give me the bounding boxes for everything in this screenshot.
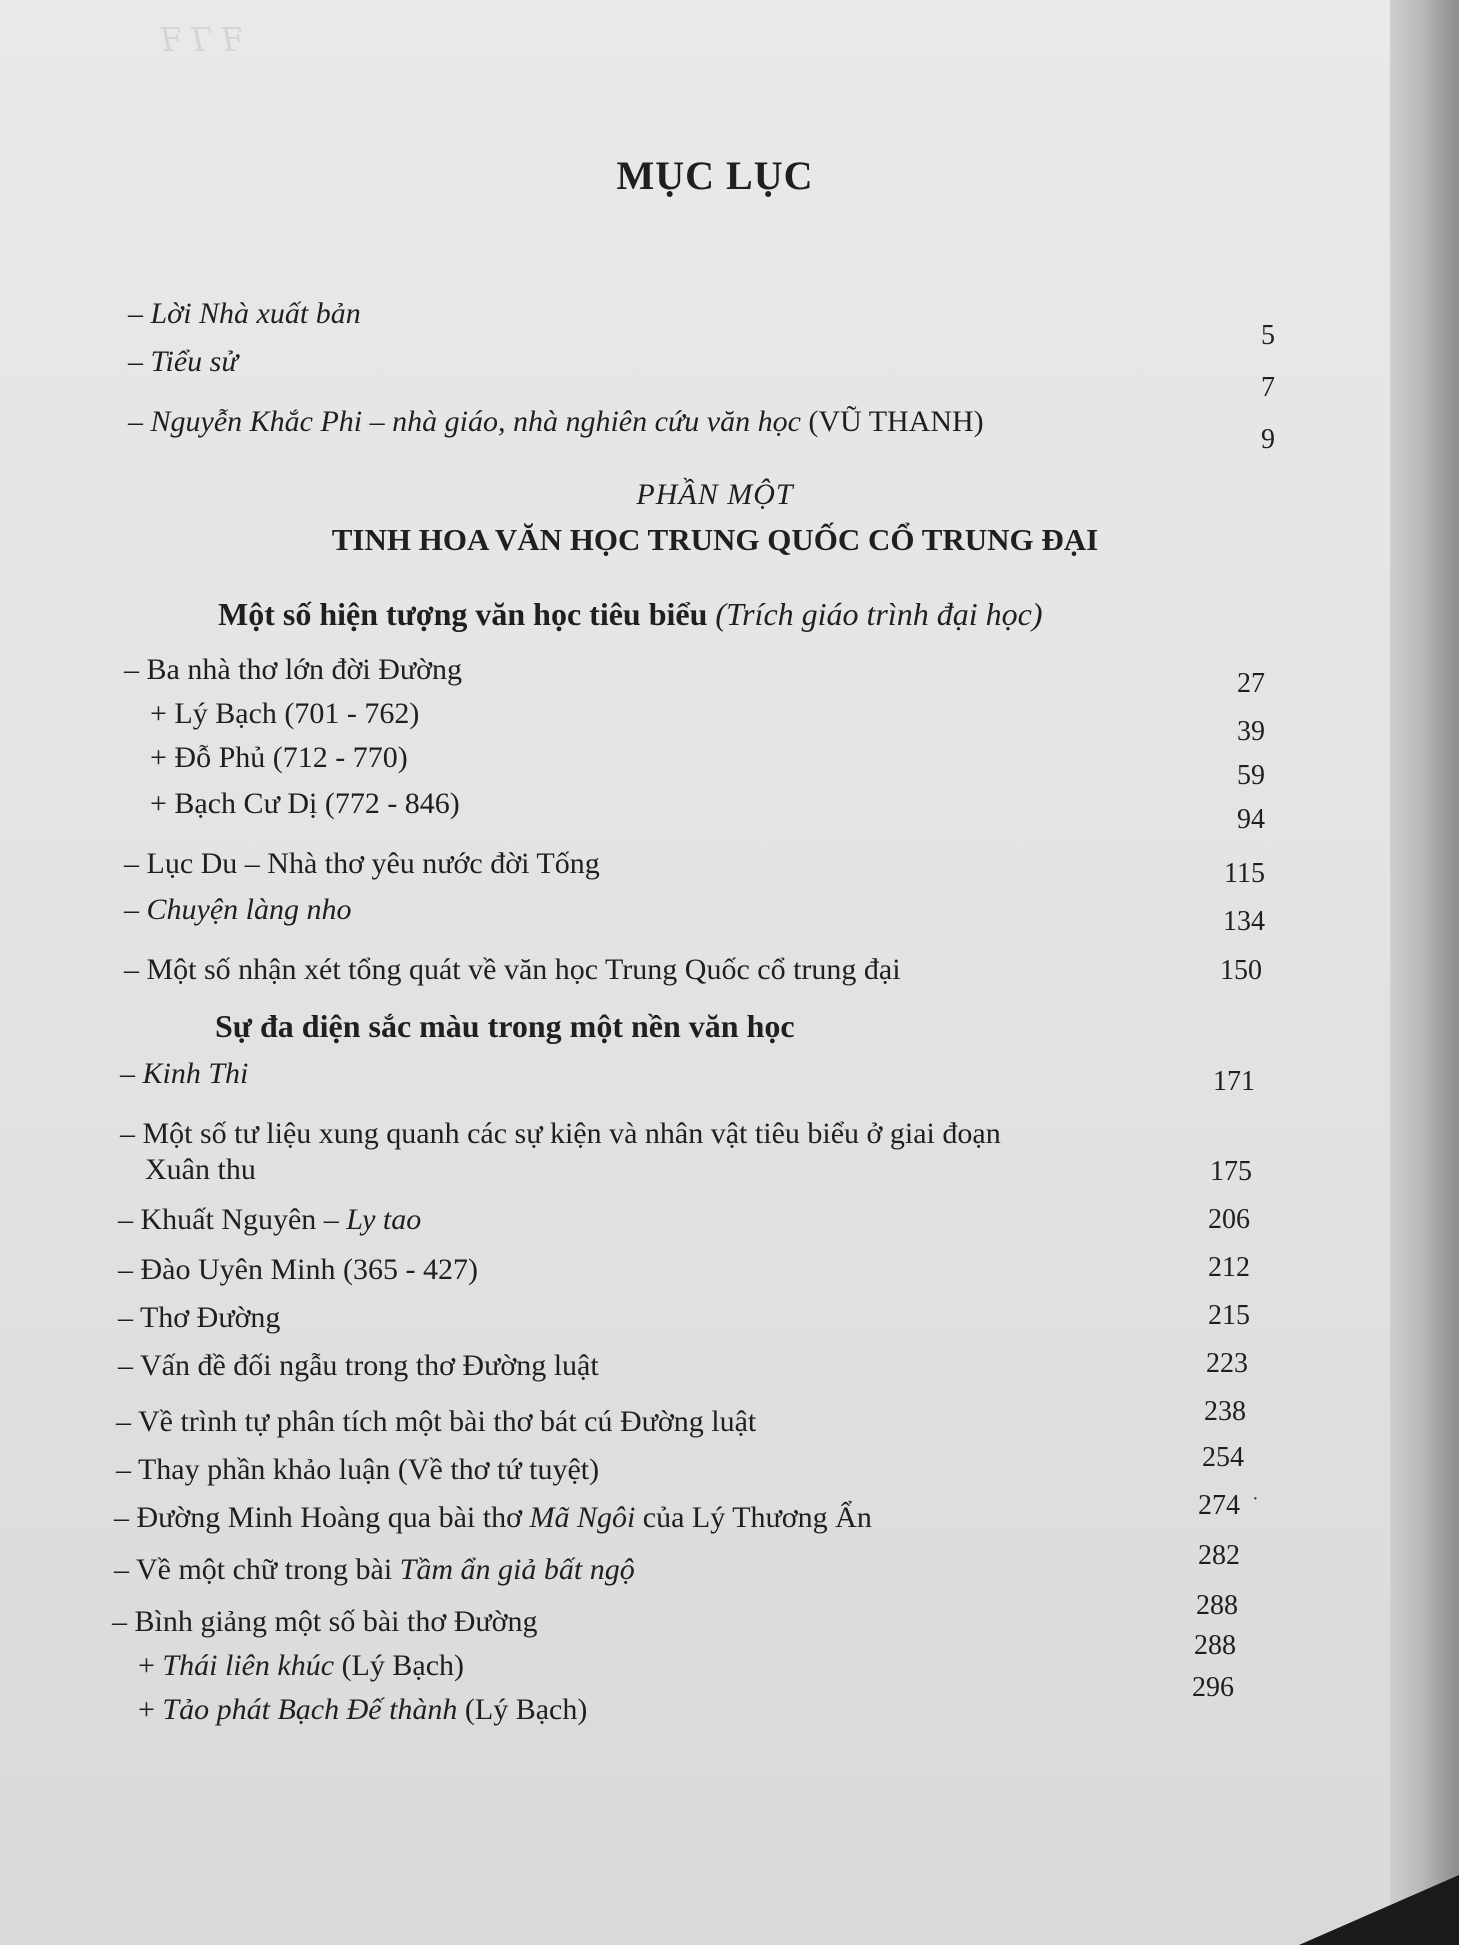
toc-entry-text: +: [138, 1649, 163, 1682]
toc-page-number: 150: [1220, 955, 1262, 986]
toc-entry-text: + Lý Bạch (701 - 762): [150, 697, 420, 730]
section-title: Một số hiện tượng văn học tiêu biểu: [218, 596, 716, 632]
toc-page-number: 171: [1213, 1066, 1255, 1097]
toc-entry-italic: Tầm ẩn giả bất ngộ: [399, 1553, 635, 1586]
toc-entry: [118, 1202, 421, 1238]
toc-entry-text: + Đỗ Phủ (712 - 770): [150, 741, 408, 774]
toc-page-number: 212: [1208, 1252, 1250, 1283]
toc-entry-text: – Đào Uyên Minh (365 - 427): [118, 1253, 478, 1286]
toc-entry: [150, 740, 408, 776]
toc-page-number: 5: [1261, 320, 1275, 351]
page-edge-stack: [1390, 0, 1459, 1945]
toc-entry: [124, 846, 600, 882]
toc-entry-text: + Bạch Cư Dị (772 - 846): [150, 787, 460, 820]
toc-entry: [114, 1500, 872, 1536]
toc-entry-text: Xuân thu: [145, 1153, 256, 1186]
toc-entry-suffix: (Lý Bạch): [457, 1693, 588, 1726]
toc-page-number: 282: [1198, 1540, 1240, 1571]
part-title: TINH HOA VĂN HỌC TRUNG QUỐC CỔ TRUNG ĐẠI: [331, 522, 1099, 557]
toc-entry: [116, 1404, 756, 1440]
dark-corner: [1299, 1875, 1459, 1945]
toc-entry-italic: Mã Ngôi: [529, 1501, 636, 1534]
toc-page-number: 134: [1223, 906, 1265, 937]
toc-entry: [120, 1116, 1001, 1152]
toc-entry-text: – Một số nhận xét tổng quát về văn học Trung Quốc cổ trung đại: [124, 953, 901, 986]
toc-page-number: 9: [1261, 424, 1275, 455]
toc-page-number: 94: [1237, 804, 1265, 835]
toc-entry-suffix: của Lý Thương Ẩn: [635, 1501, 872, 1534]
toc-entry-text: – Đường Minh Hoàng qua bài thơ: [114, 1501, 530, 1534]
page-dot: ·: [1252, 1488, 1259, 1510]
toc-entry-suffix: (Lý Bạch): [334, 1649, 465, 1682]
toc-page-number: 238: [1204, 1396, 1246, 1427]
toc-entry-text: – Về trình tự phân tích một bài thơ bát cú Đường luật: [116, 1405, 757, 1438]
toc-entry: [128, 344, 238, 380]
toc-page-number: 274: [1198, 1490, 1240, 1521]
toc-entry: [120, 1056, 248, 1092]
bleed-through-text: ꟻ Ꞁ ꟻ: [160, 23, 245, 59]
toc-page-number: 7: [1261, 372, 1275, 403]
toc-page-number: 115: [1224, 858, 1265, 889]
toc-entry-text: – Chuyện làng nho: [124, 893, 352, 926]
toc-entry-italic: Tảo phát Bạch Đế thành: [162, 1693, 458, 1726]
toc-entry-text: – Kinh Thi: [120, 1057, 249, 1090]
toc-page-number: 39: [1237, 716, 1265, 747]
toc-entry-text: – Khuất Nguyên –: [118, 1203, 347, 1236]
toc-entry-text: – Thơ Đường: [118, 1301, 281, 1334]
toc-entry-text: – Thay phần khảo luận (Về thơ tứ tuyệt): [116, 1453, 600, 1486]
section-subtitle: (Trích giáo trình đại học): [715, 596, 1043, 632]
toc-entry-text: – Tiểu sử: [128, 345, 238, 378]
toc-entry: [150, 696, 419, 732]
toc-entry-author: (VŨ THANH): [800, 405, 984, 438]
toc-page-number: 59: [1237, 760, 1265, 791]
toc-entry: [116, 1452, 599, 1488]
toc-entry-text: – Lục Du – Nhà thơ yêu nước đời Tống: [124, 847, 600, 880]
part-label: PHẦN MỘT: [636, 478, 794, 511]
toc-page-number: 215: [1208, 1300, 1250, 1331]
toc-page-number: 288: [1194, 1630, 1236, 1661]
toc-entry-text: – Về một chữ trong bài: [114, 1553, 400, 1586]
toc-entry: [145, 1152, 256, 1188]
toc-entry: [124, 952, 901, 988]
toc-entry: [124, 892, 351, 928]
toc-entry-text: – Một số tư liệu xung quanh các sự kiện và nhân vật tiêu biểu ở giai đoạn: [120, 1117, 1001, 1150]
toc-entry-text: +: [138, 1693, 163, 1726]
toc-title: MỤC LỤC: [616, 153, 814, 198]
toc-entry: [138, 1692, 587, 1728]
toc-entry: [114, 1552, 635, 1588]
toc-entry: [118, 1300, 280, 1336]
toc-page-number: 175: [1210, 1156, 1252, 1187]
section-heading: [215, 1008, 795, 1045]
toc-entry: [128, 296, 361, 332]
toc-page-number: 288: [1196, 1590, 1238, 1621]
toc-entry: [112, 1604, 537, 1640]
toc-entry: [138, 1648, 464, 1684]
toc-entry-italic: Thái liên khúc: [162, 1649, 335, 1682]
toc-entry-text: – Ba nhà thơ lớn đời Đường: [124, 653, 463, 686]
section-heading: [218, 596, 1043, 633]
toc-page-number: 27: [1237, 668, 1265, 699]
toc-entry-text: – Nguyễn Khắc Phi – nhà giáo, nhà nghiên cứu văn học: [128, 405, 801, 438]
toc-entry: [118, 1252, 478, 1288]
toc-entry-text: – Vấn đề đối ngẫu trong thơ Đường luật: [118, 1349, 599, 1382]
toc-entry: [128, 404, 984, 440]
toc-entry-italic: Ly tao: [346, 1203, 422, 1236]
toc-page-number: 223: [1206, 1348, 1248, 1379]
toc-entry: [124, 652, 462, 688]
toc-entry-text: – Bình giảng một số bài thơ Đường: [112, 1605, 538, 1638]
toc-page-number: 296: [1192, 1672, 1234, 1703]
toc-entry-text: – Lời Nhà xuất bản: [128, 297, 361, 330]
toc-page-number: 254: [1202, 1442, 1244, 1473]
toc-page-number: 206: [1208, 1204, 1250, 1235]
toc-entry: [150, 786, 460, 822]
toc-entry: [118, 1348, 599, 1384]
section-title: Sự đa diện sắc màu trong một nền văn học: [215, 1008, 795, 1044]
